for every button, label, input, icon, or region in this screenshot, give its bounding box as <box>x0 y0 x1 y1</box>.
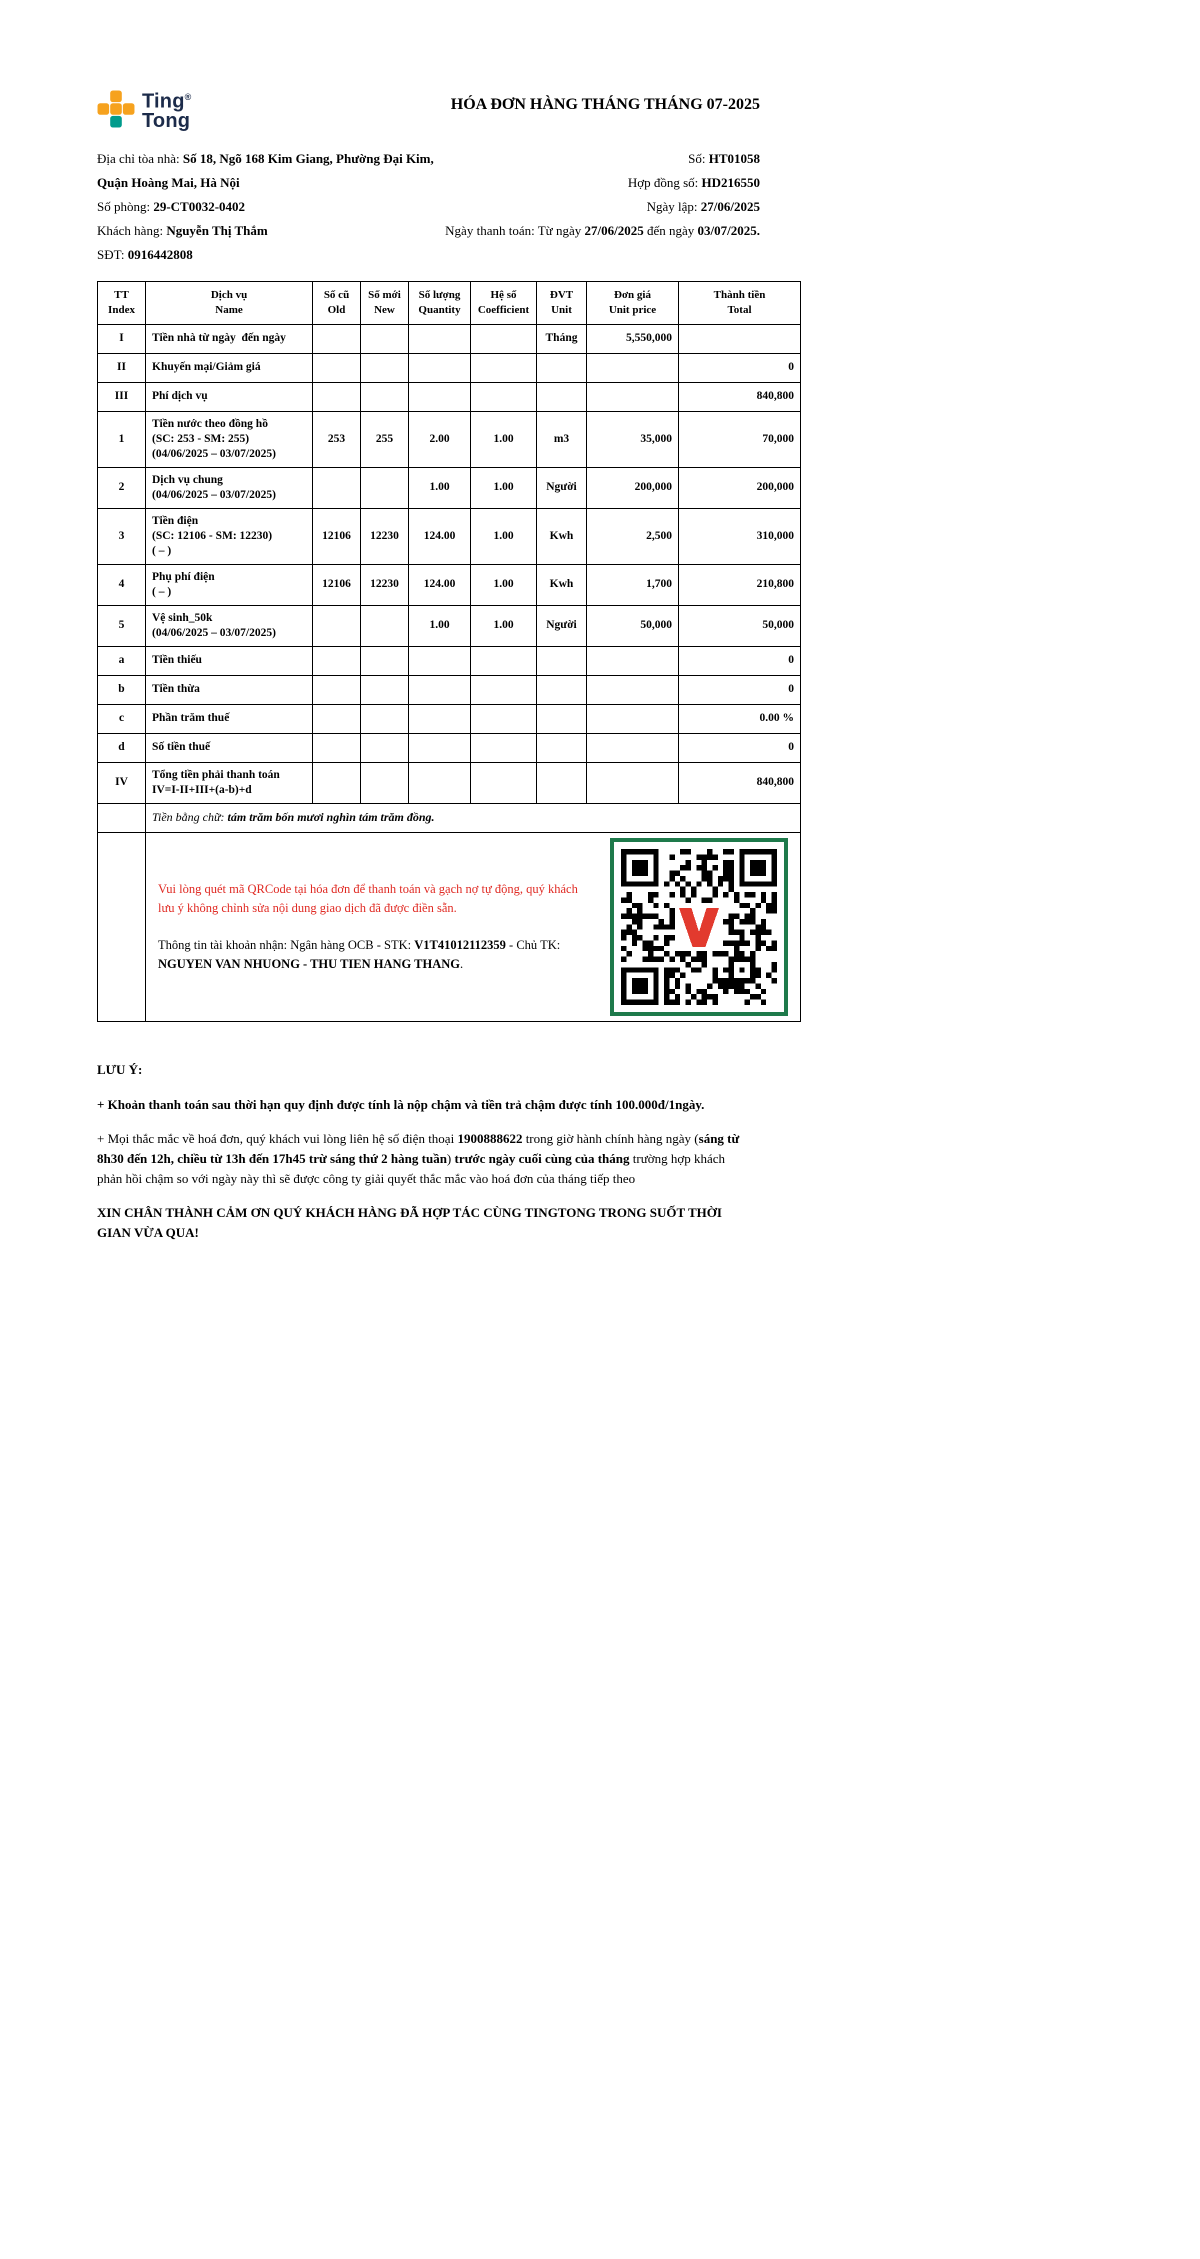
cell-old-reading <box>313 324 361 353</box>
tingtong-logo <box>97 88 192 131</box>
late-payment-note: + Khoản thanh toán sau thời hạn quy định được tính là nộp chậm và tiền trả chậm được tính 100.000đ/1ngày. <box>97 1096 705 1112</box>
cell-quantity: 2.00 <box>409 411 471 467</box>
room-number <box>97 195 445 219</box>
cell-total: 0 <box>679 646 801 675</box>
cell-quantity <box>409 704 471 733</box>
service-row <box>98 605 801 646</box>
cell-unit: Tháng <box>537 324 587 353</box>
amount-in-words-index-cell <box>98 803 146 832</box>
service-row <box>98 704 801 733</box>
invoice-info-left <box>97 147 445 267</box>
customer-name-label: Khách hàng: <box>97 222 167 238</box>
cell-new-reading: 12230 <box>361 508 409 564</box>
customer-name <box>97 219 445 243</box>
cell-index: b <box>98 675 146 704</box>
thank-you-note: XIN CHÂN THÀNH CẢM ƠN QUÝ KHÁCH HÀNG ĐÃ HỢP TÁC CÙNG TINGTONG TRONG SUỐT THỜI GIAN VỪA QUA! <box>97 1204 722 1240</box>
cell-unit-price <box>587 704 679 733</box>
receiver-account-info: Thông tin tài khoản nhận: Ngân hàng OCB - STK: V1T41012112359 - Chủ TK: NGUYEN VAN NHUONG - THU TIEN HANG THANG. <box>158 937 561 971</box>
col-header-new: Số mới New <box>361 281 409 324</box>
cell-old-reading <box>313 353 361 382</box>
cell-new-reading: 255 <box>361 411 409 467</box>
cell-service-name: Phần trăm thuế <box>146 704 313 733</box>
col-header-old: Số cũ Old <box>313 281 361 324</box>
cell-coefficient <box>471 324 537 353</box>
qr-payment-texts <box>152 880 610 974</box>
invoice-header <box>97 88 800 131</box>
cell-unit: Người <box>537 467 587 508</box>
hotline-note: + Mọi thắc mắc về hoá đơn, quý khách vui lòng liên hệ số điện thoại 1900888622 trong giờ hành chính hàng ngày (sáng từ 8h30 đến 12h, chiều từ 13h đến 17h45 trừ sáng thứ 2 hàng tuần) trước ngày cuối cùng của tháng trường hợp khách phản hồi chậm so với ngày này thì sẽ được công ty giải quyết thắc mắc vào hoá đơn của tháng tiếp theo <box>97 1130 740 1186</box>
amount-in-words: Tiền bằng chữ: tám trăm bốn mươi nghìn tám trăm đồng. <box>146 803 801 832</box>
cell-unit-price <box>587 646 679 675</box>
cell-coefficient <box>471 646 537 675</box>
contract-number-value: HD216550 <box>701 174 760 190</box>
service-row <box>98 646 801 675</box>
cell-total: 0 <box>679 353 801 382</box>
cell-unit <box>537 382 587 411</box>
cell-index: 2 <box>98 467 146 508</box>
cell-new-reading <box>361 382 409 411</box>
cell-quantity <box>409 675 471 704</box>
cell-unit: Kwh <box>537 564 587 605</box>
cell-service-name: Dịch vụ chung (04/06/2025 – 03/07/2025) <box>146 467 313 508</box>
cell-unit-price: 5,550,000 <box>587 324 679 353</box>
cell-total: 840,800 <box>679 382 801 411</box>
cell-quantity <box>409 646 471 675</box>
cell-unit-price <box>587 353 679 382</box>
logo-word-tong: Tong <box>142 109 191 132</box>
cell-old-reading <box>313 762 361 803</box>
service-row <box>98 324 801 353</box>
cell-unit-price: 2,500 <box>587 508 679 564</box>
cell-index: III <box>98 382 146 411</box>
cell-quantity <box>409 382 471 411</box>
cell-coefficient: 1.00 <box>471 508 537 564</box>
cell-unit-price <box>587 382 679 411</box>
cell-unit <box>537 733 587 762</box>
cell-service-name: Tiền nước theo đồng hồ (SC: 253 - SM: 255) (04/06/2025 – 03/07/2025) <box>146 411 313 467</box>
cell-coefficient: 1.00 <box>471 411 537 467</box>
payment-period: Ngày thanh toán: Từ ngày 27/06/2025 đến ngày 03/07/2025. <box>445 222 760 238</box>
cell-old-reading <box>313 646 361 675</box>
cell-total <box>679 324 801 353</box>
cell-service-name: Tiền nhà từ ngày đến ngày <box>146 324 313 353</box>
invoice-number-value: HT01058 <box>708 150 760 166</box>
tingtong-logo-text <box>142 88 192 131</box>
cell-index: 1 <box>98 411 146 467</box>
cell-old-reading <box>313 675 361 704</box>
cell-new-reading <box>361 762 409 803</box>
document-title: HÓA ĐƠN HÀNG THÁNG THÁNG 07-2025 <box>450 96 760 113</box>
issue-date-label: Ngày lập: <box>646 198 701 214</box>
cell-new-reading: 12230 <box>361 564 409 605</box>
cell-unit: Kwh <box>537 508 587 564</box>
qr-code-image <box>621 849 777 1005</box>
qr-payment-wrap <box>152 838 794 1016</box>
cell-unit-price <box>587 762 679 803</box>
cell-quantity <box>409 353 471 382</box>
service-row <box>98 382 801 411</box>
invoice-info <box>97 147 800 267</box>
qr-payment-warning: Vui lòng quét mã QRCode tại hóa đơn để thanh toán và gạch nợ tự động, quý khách lưu ý không chỉnh sửa nội dung giao dịch đã được điền sẵn. <box>158 881 578 915</box>
cell-unit: Người <box>537 605 587 646</box>
room-number-value: 29-CT0032-0402 <box>153 198 246 214</box>
cell-index: d <box>98 733 146 762</box>
footer-notes <box>97 1060 749 1243</box>
cell-service-name: Tiền thiếu <box>146 646 313 675</box>
cell-unit-price: 1,700 <box>587 564 679 605</box>
room-number-label: Số phòng: <box>97 198 154 214</box>
cell-total: 310,000 <box>679 508 801 564</box>
cell-total: 70,000 <box>679 411 801 467</box>
cell-coefficient <box>471 382 537 411</box>
qr-code-frame <box>610 838 788 1016</box>
invoice-table-footer <box>98 803 801 1021</box>
cell-unit <box>537 646 587 675</box>
cell-total: 0 <box>679 675 801 704</box>
cell-new-reading <box>361 733 409 762</box>
cell-index: 4 <box>98 564 146 605</box>
cell-coefficient <box>471 704 537 733</box>
cell-total: 200,000 <box>679 467 801 508</box>
cell-index: 3 <box>98 508 146 564</box>
cell-total: 210,800 <box>679 564 801 605</box>
invoice-number-label: Số: <box>688 150 709 166</box>
cell-unit <box>537 353 587 382</box>
qr-row <box>98 832 801 1021</box>
cell-old-reading: 12106 <box>313 508 361 564</box>
invoice-info-right <box>445 147 760 267</box>
cell-unit: m3 <box>537 411 587 467</box>
logo-word-ting: Ting <box>142 90 185 113</box>
cell-index: a <box>98 646 146 675</box>
col-header-unit-price: Đơn giá Unit price <box>587 281 679 324</box>
cell-old-reading <box>313 382 361 411</box>
cell-quantity: 124.00 <box>409 508 471 564</box>
cell-quantity: 1.00 <box>409 605 471 646</box>
cell-coefficient: 1.00 <box>471 564 537 605</box>
registered-mark: ® <box>184 92 192 102</box>
customer-phone-value: 0916442808 <box>127 246 193 262</box>
contract-number <box>445 171 760 195</box>
invoice-number <box>445 147 760 171</box>
cell-old-reading: 12106 <box>313 564 361 605</box>
cell-service-name: Phụ phí điện ( – ) <box>146 564 313 605</box>
col-header-service: Dịch vụ Name <box>146 281 313 324</box>
cell-unit-price: 50,000 <box>587 605 679 646</box>
service-row <box>98 675 801 704</box>
cell-total: 840,800 <box>679 762 801 803</box>
cell-service-name: Phí dịch vụ <box>146 382 313 411</box>
amount-in-words-row <box>98 803 801 832</box>
header-row <box>98 281 801 324</box>
cell-unit-price: 35,000 <box>587 411 679 467</box>
cell-quantity <box>409 762 471 803</box>
building-address-value: Số 18, Ngõ 168 Kim Giang, Phường Đại Kim, Quận Hoàng Mai, Hà Nội <box>97 150 434 190</box>
invoice-content <box>97 88 800 1257</box>
invoice-table-body <box>98 324 801 803</box>
cell-quantity: 124.00 <box>409 564 471 605</box>
col-header-total: Thành tiền Total <box>679 281 801 324</box>
tingtong-logo-icon <box>97 90 135 128</box>
cell-coefficient: 1.00 <box>471 467 537 508</box>
cell-service-name: Khuyến mại/Giảm giá <box>146 353 313 382</box>
cell-quantity <box>409 324 471 353</box>
cell-unit-price: 200,000 <box>587 467 679 508</box>
notes-heading: LƯU Ý: <box>97 1061 143 1077</box>
cell-quantity <box>409 733 471 762</box>
cell-old-reading: 253 <box>313 411 361 467</box>
cell-new-reading <box>361 646 409 675</box>
cell-unit <box>537 675 587 704</box>
service-row <box>98 508 801 564</box>
customer-phone-label: SĐT: <box>97 246 128 262</box>
cell-new-reading <box>361 675 409 704</box>
qr-row-index-cell <box>98 832 146 1021</box>
cell-old-reading <box>313 733 361 762</box>
cell-unit <box>537 704 587 733</box>
cell-index: c <box>98 704 146 733</box>
service-row <box>98 353 801 382</box>
service-row <box>98 733 801 762</box>
cell-service-name: Tiền điện (SC: 12106 - SM: 12230) ( – ) <box>146 508 313 564</box>
cell-service-name: Tổng tiền phải thanh toán IV=I-II+III+(a-b)+d <box>146 762 313 803</box>
cell-quantity: 1.00 <box>409 467 471 508</box>
cell-old-reading <box>313 605 361 646</box>
cell-index: IV <box>98 762 146 803</box>
cell-old-reading <box>313 704 361 733</box>
col-header-index: TT Index <box>98 281 146 324</box>
cell-total: 0 <box>679 733 801 762</box>
cell-index: 5 <box>98 605 146 646</box>
customer-phone <box>97 243 445 267</box>
cell-new-reading <box>361 605 409 646</box>
invoice-table-header <box>98 281 801 324</box>
service-row <box>98 564 801 605</box>
cell-unit-price <box>587 733 679 762</box>
cell-service-name: Số tiền thuế <box>146 733 313 762</box>
qr-payment-cell <box>146 832 801 1021</box>
cell-new-reading <box>361 704 409 733</box>
service-row <box>98 411 801 467</box>
cell-coefficient: 1.00 <box>471 605 537 646</box>
cell-new-reading <box>361 467 409 508</box>
col-header-quantity: Số lượng Quantity <box>409 281 471 324</box>
issue-date-value: 27/06/2025 <box>700 198 760 214</box>
service-row <box>98 762 801 803</box>
col-header-coefficient: Hệ số Coefficient <box>471 281 537 324</box>
customer-name-value: Nguyễn Thị Thắm <box>166 222 268 238</box>
contract-number-label: Hợp đồng số: <box>627 174 702 190</box>
cell-coefficient <box>471 353 537 382</box>
cell-service-name: Vệ sinh_50k (04/06/2025 – 03/07/2025) <box>146 605 313 646</box>
cell-coefficient <box>471 733 537 762</box>
cell-new-reading <box>361 324 409 353</box>
building-address <box>97 147 445 195</box>
cell-unit-price <box>587 675 679 704</box>
invoice-table <box>97 281 801 1022</box>
cell-index: I <box>98 324 146 353</box>
building-address-label: Địa chỉ tòa nhà: <box>97 150 183 166</box>
cell-total: 50,000 <box>679 605 801 646</box>
cell-new-reading <box>361 353 409 382</box>
cell-unit <box>537 762 587 803</box>
col-header-unit: ĐVT Unit <box>537 281 587 324</box>
cell-index: II <box>98 353 146 382</box>
cell-total: 0.00 % <box>679 704 801 733</box>
cell-coefficient <box>471 675 537 704</box>
cell-service-name: Tiền thừa <box>146 675 313 704</box>
cell-old-reading <box>313 467 361 508</box>
cell-coefficient <box>471 762 537 803</box>
issue-date <box>445 195 760 219</box>
service-row <box>98 467 801 508</box>
